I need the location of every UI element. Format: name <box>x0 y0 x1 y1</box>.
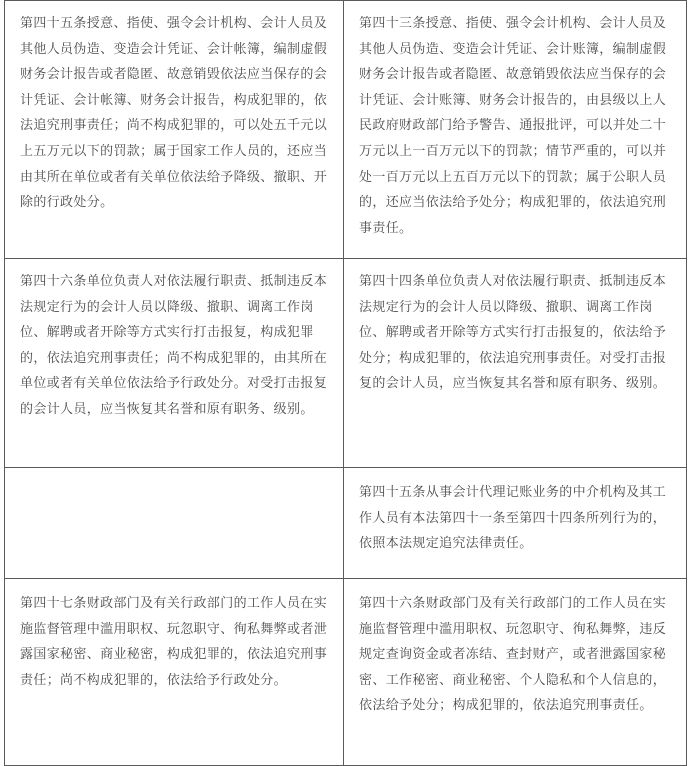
table-row <box>5 1 687 259</box>
new-article-cell: 第四十五条从事会计代理记账业务的中介机构及其工作人员有本法第四十一条至第四十四条所列行为的，依照本法规定追究法律责任。 <box>344 468 687 579</box>
old-article-cell: 第四十七条财政部门及有关行政部门的工作人员在实施监督管理中滥用职权、玩忽职守、徇私舞弊或者泄露国家秘密、商业秘密，构成犯罪的，依法追究刑事责任；尚不构成犯罪的，依法给予行政处分。 <box>5 579 344 766</box>
law-comparison-table <box>4 0 687 766</box>
new-article-cell: 第四十六条财政部门及有关行政部门的工作人员在实施监督管理中滥用职权、玩忽职守、徇私舞弊，违反规定查询资金或者冻结、查封财产，或者泄露国家秘密、工作秘密、商业秘密、个人隐私和个人信息的，依法给予处分；构成犯罪的，依法追究刑事责任。 <box>344 579 687 766</box>
table-row <box>5 259 687 468</box>
old-article-cell-empty <box>5 468 344 579</box>
table-row <box>5 579 687 766</box>
table-row <box>5 468 687 579</box>
old-article-cell: 第四十六条单位负责人对依法履行职责、抵制违反本法规定行为的会计人员以降级、撤职、调离工作岗位、解聘或者开除等方式实行打击报复，构成犯罪的，依法追究刑事责任；尚不构成犯罪的，由其所在单位或者有关单位依法给予行政处分。对受打击报复的会计人员，应当恢复其名誉和原有职务、级别。 <box>5 259 344 468</box>
new-article-cell: 第四十三条授意、指使、强令会计机构、会计人员及其他人员伪造、变造会计凭证、会计账簿，编制虚假财务会计报告或者隐匿、故意销毁依法应当保存的会计凭证、会计账簿、财务会计报告的，由县级以上人民政府财政部门给予警告、通报批评，可以并处二十万元以上一百万元以下的罚款；情节严重的，可以并处一百万元以上五百万元以下的罚款；属于公职人员的，还应当依法给予处分；构成犯罪的，依法追究刑事责任。 <box>344 1 687 259</box>
new-article-cell: 第四十四条单位负责人对依法履行职责、抵制违反本法规定行为的会计人员以降级、撤职、调离工作岗位、解聘或者开除等方式实行打击报复的，依法给予处分；构成犯罪的，依法追究刑事责任。对受打击报复的会计人员，应当恢复其名誉和原有职务、级别。 <box>344 259 687 468</box>
old-article-cell: 第四十五条授意、指使、强令会计机构、会计人员及其他人员伪造、变造会计凭证、会计帐簿，编制虚假财务会计报告或者隐匿、故意销毁依法应当保存的会计凭证、会计帐簿、财务会计报告，构成犯罪的，依法追究刑事责任；尚不构成犯罪的，可以处五千元以上五万元以下的罚款；属于国家工作人员的，还应当由其所在单位或者有关单位依法给予降级、撤职、开除的行政处分。 <box>5 1 344 259</box>
